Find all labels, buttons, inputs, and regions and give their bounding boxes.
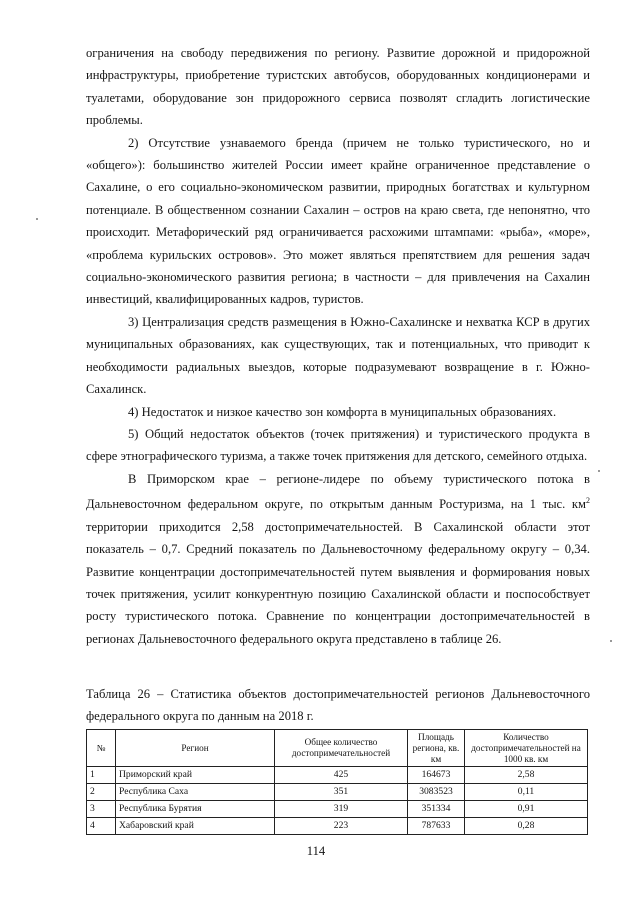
scan-speck: [36, 218, 38, 220]
paragraph-primorsky: [86, 468, 590, 650]
cell-total: 425: [275, 767, 408, 784]
paragraph-item-3: 3) Централизация средств размещения в Южно-Сахалинске и нехватка КСР в других муниципальных образованиях, как существующих, так и потенциальных, что приводит к необходимости радиальных выездов, которые подразумевают возвращение в г. Южно-Сахалинск.: [86, 314, 590, 397]
cell-num: 1: [87, 767, 116, 784]
cell-region: Приморский край: [116, 767, 275, 784]
attractions-table: [86, 729, 588, 835]
cell-area: 787633: [408, 818, 465, 835]
superscript-2: 2: [586, 496, 590, 506]
header-region: Регион: [116, 730, 275, 767]
header-per1000: Количество достопримечательностей на 1000 кв. км: [465, 730, 588, 767]
table-row: [87, 818, 588, 835]
cell-total: 351: [275, 784, 408, 801]
paragraph-item-5: 5) Общий недостаток объектов (точек притяжения) и туристического продукта в сфере этнографического туризма, а также точек притяжения для детского, семейного отдыха.: [86, 426, 590, 464]
cell-region: Хабаровский край: [116, 818, 275, 835]
cell-num: 3: [87, 801, 116, 818]
header-total: Общее количество достопримечательностей: [275, 730, 408, 767]
table-row: [87, 767, 588, 784]
cell-num: 2: [87, 784, 116, 801]
paragraph-item-4: 4) Недостаток и низкое качество зон комфорта в муниципальных образованиях.: [128, 404, 557, 419]
paragraph-primorsky-part1: В Приморском крае – регионе-лидере по объему туристического потока в Дальневосточном федеральном округе, по открытым данным Ростуризма, на 1 тыс. км: [86, 471, 590, 512]
table-header-row: [87, 730, 588, 767]
paragraph-primorsky-part2: территории приходится 2,58 достопримечательностей. В Сахалинской области этот показатель – 0,7. Средний показатель по Дальневосточному федеральному округу – 0,34. Развитие концентрации достопримечательностей путем выявления и формирования новых точек притяжения, усилит конкурентную позицию Сахалинской области и поспособствует росту туристического потока. Сравнение по концентрации достопримечательностей в регионах Дальневосточного федерального округа представлено в таблице 26.: [86, 519, 590, 646]
scan-speck: [598, 470, 600, 472]
cell-num: 4: [87, 818, 116, 835]
cell-per1000: 0,11: [465, 784, 588, 801]
table-row: [87, 801, 588, 818]
cell-area: 3083523: [408, 784, 465, 801]
page-number: 114: [306, 844, 326, 858]
cell-per1000: 0,91: [465, 801, 588, 818]
cell-area: 164673: [408, 767, 465, 784]
paragraph-item-2: 2) Отсутствие узнаваемого бренда (причем не только туристического, но и «общего»): большинство жителей России имеет крайне ограниченное представление о Сахалине, о его социально-экономическом развитии, природных богатствах и культурном потенциале. В общественном сознании Сахалин – остров на краю света, где непонятно, что происходит. Метафорический ряд ограничивается расхожими штампами: «рыба», «море», «проблема курильских островов». Это может являться препятствием для решения задач социально-экономического развития региона; в частности – для привлечения на Сахалин инвестиций, квалифицированных кадров, туристов.: [86, 135, 590, 307]
paragraph-continuation: ограничения на свободу передвижения по региону. Развитие дорожной и придорожной инфраструктуры, приобретение туристских автобусов, оборудованных кондиционерами и туалетами, оборудование зон придорожного сервиса позволят сгладить логистические проблемы.: [86, 46, 590, 128]
header-area: Площадь региона, кв. км: [408, 730, 465, 767]
body-text: [86, 42, 590, 650]
cell-per1000: 2,58: [465, 767, 588, 784]
header-num: №: [87, 730, 116, 767]
cell-region: Республика Саха: [116, 784, 275, 801]
cell-total: 319: [275, 801, 408, 818]
cell-area: 351334: [408, 801, 465, 818]
table-row: [87, 784, 588, 801]
table-caption: Таблица 26 – Статистика объектов достопримечательностей регионов Дальневосточного федерального округа по данным на 2018 г.: [86, 687, 590, 723]
cell-total: 223: [275, 818, 408, 835]
cell-per1000: 0,28: [465, 818, 588, 835]
scan-speck: [610, 640, 612, 642]
cell-region: Республика Бурятия: [116, 801, 275, 818]
